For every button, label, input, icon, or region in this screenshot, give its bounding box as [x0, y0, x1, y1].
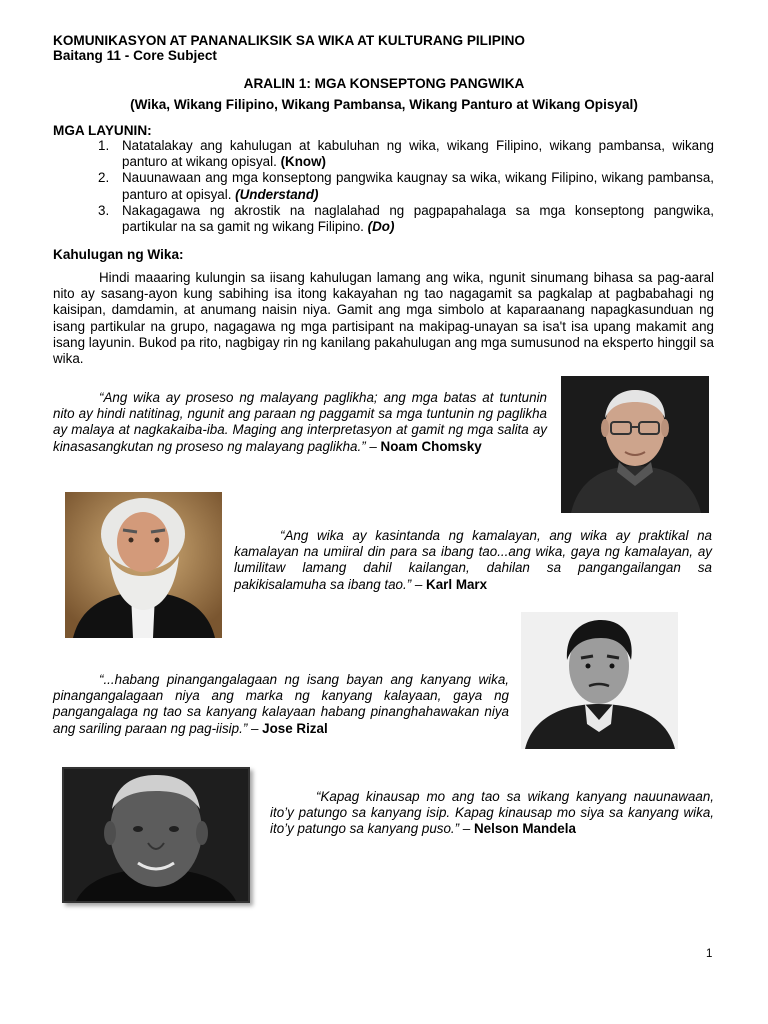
objectives-heading: MGA LAYUNIN:: [53, 123, 152, 138]
course-title: KOMUNIKASYON AT PANANALIKSIK SA WIKA AT KULTURANG PILIPINO: [53, 33, 525, 48]
objectives-list: [98, 138, 714, 235]
page-number: 1: [706, 948, 713, 960]
objective-tag: (Do): [367, 219, 395, 235]
quote-chomsky: “Ang wika ay proseso ng malayang paglikha; ang mga batas at tuntunin nito ay hindi natitinag, ngunit ang paraan ng paggamit sa mga tuntunin ng paglikha ay malaya at nagkakaiba-iba. Maging ang interpretasyon at gamit ng mga salita ay kinasasangkutan ng proseso ng malayang paglikha.” – Noam Chomsky: [53, 390, 547, 454]
lesson-subtitle: (Wika, Wikang Filipino, Wikang Pambansa, Wikang Panturo at Wikang Opisyal): [130, 97, 638, 112]
quote-author: Karl Marx: [426, 576, 488, 592]
quote-author: Noam Chomsky: [380, 438, 482, 454]
quote-rizal: “...habang pinangangalagaan ng isang bayan ang kanyang wika, pinangangalagaan niya ang marka ng kanyang kalayaan, gaya ng pangangalaga ng tao sa kanyang kalayaan habang pinanghahawakan niya ang sariling paraan ng pag-iisip.” – Jose Rizal: [53, 672, 509, 736]
rizal-photo: [521, 612, 678, 749]
quote-author: Jose Rizal: [262, 720, 328, 736]
intro-paragraph: Hindi maaaring kulungin sa iisang kahulugan lamang ang wika, ngunit sinumang bihasa sa pag-aaral nito ay sasang-ayon kung sabihing isa itong kakayahan ng tao nagagamit sa pagkalap at pagbabahagi ng kaisipan, damdamin, at anumang naisin niya. Gamit ang mga simbolo at kaparaanang napagkasunduan ng isang partikular na grupo, nagagawa ng mga partisipant na makipag-unayan sa isa't isa upang makamit ang isang layunin. Bukod pa rito, nagbigay rin ng kanilang pakahulugan ang mga sumusunod na eksperto hinggil sa wika.: [53, 270, 714, 367]
grade-level: Baitang 11 - Core Subject: [53, 48, 217, 63]
mandela-photo: [62, 767, 250, 903]
quote-author: Nelson Mandela: [473, 821, 576, 837]
objective-text: Nauunawaan ang mga konseptong pangwika kaugnay sa wika, wikang Filipino, wikang pambansa, panturo at opisyal. (Understand): [122, 170, 714, 202]
marx-photo: [65, 492, 222, 638]
objective-text: Natatalakay ang kahulugan at kabuluhan ng wika, wikang Filipino, wikang pambansa, wikang panturo at wikang opisyal. (Know): [122, 138, 714, 170]
lesson-title: ARALIN 1: MGA KONSEPTONG PANGWIKA: [243, 76, 525, 91]
quote-mandela: “Kapag kinausap mo ang tao sa wikang kanyang nauunawaan, ito’y patungo sa kanyang isip. Kapag kinausap mo siya sa kanyang wika, ito’y patungo sa kanyang puso.” – Nelson Mandela: [270, 789, 714, 837]
objective-number: 1.: [98, 138, 110, 153]
objective-item: [98, 138, 714, 170]
quote-marx: “Ang wika ay kasintanda ng kamalayan, ang wika ay praktikal na kamalayan na umiiral din para sa ibang tao...ang wika, gaya ng kamalayan, ay lumilitaw lamang dahil kailangan, dahilan sa pangangailangan sa pakikisalamuha sa ibang tao.” – Karl Marx: [234, 528, 712, 592]
objective-number: 2.: [98, 170, 110, 186]
objective-item: [98, 203, 714, 235]
objective-tag: (Understand): [235, 186, 319, 202]
objective-tag: (Know): [280, 154, 326, 170]
objective-text: Nakagagawa ng akrostik na naglalahad ng pagpapahalaga sa mga konseptong pangwika, partikular na sa gamit ng wikang Filipino. (Do): [122, 202, 714, 235]
chomsky-photo: [561, 376, 709, 513]
objective-item: [98, 170, 714, 202]
section-heading: Kahulugan ng Wika:: [53, 247, 184, 262]
objective-number: 3.: [98, 202, 110, 218]
